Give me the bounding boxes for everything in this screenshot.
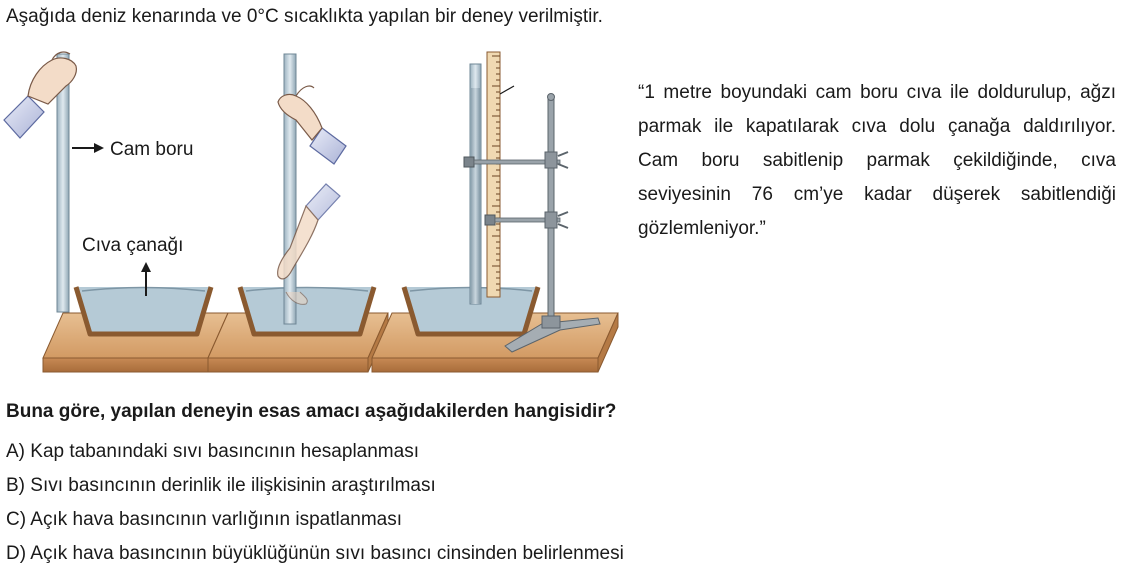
panel-3-barometer: [372, 52, 618, 372]
answer-options: [6, 440, 624, 576]
mercury-dish: [76, 287, 211, 334]
panel-1-setup: [4, 52, 228, 372]
experiment-figure: [0, 44, 625, 384]
panel-2-inverting: [208, 54, 388, 372]
option-a[interactable]: A) Kap tabanındaki sıvı basıncının hesaplanması: [6, 441, 419, 462]
dish-label: Cıva çanağı: [82, 235, 184, 256]
question-text: Buna göre, yapılan deneyin esas amacı aşağıdakilerden hangisidir?: [6, 401, 617, 422]
option-c[interactable]: C) Açık hava basıncının varlığının ispatlanması: [6, 509, 403, 530]
mercury-dish: [240, 287, 374, 334]
tube-label: Cam boru: [110, 139, 194, 160]
option-b[interactable]: B) Sıvı basıncının derinlik ile ilişkisinin araştırılması: [6, 475, 436, 496]
experiment-quote: “1 metre boyundaki cam boru cıva ile doldurulup, ağzı parmak ile kapatılarak cıva dolu çanağa daldırılıyor. Cam boru sabitlenip parmak çekildiğinde, cıva seviyesinin 76 cm’ye kadar düşerek sabitlendiği gözlemleniyor.”: [638, 82, 1116, 239]
option-d[interactable]: D) Açık hava basıncının büyüklüğünün sıvı basıncı cinsinden belirlenmesi: [6, 543, 624, 564]
intro-text: Aşağıda deniz kenarında ve 0°C sıcaklıkta yapılan bir deney verilmiştir.: [6, 6, 603, 27]
mercury-column: [471, 88, 480, 304]
